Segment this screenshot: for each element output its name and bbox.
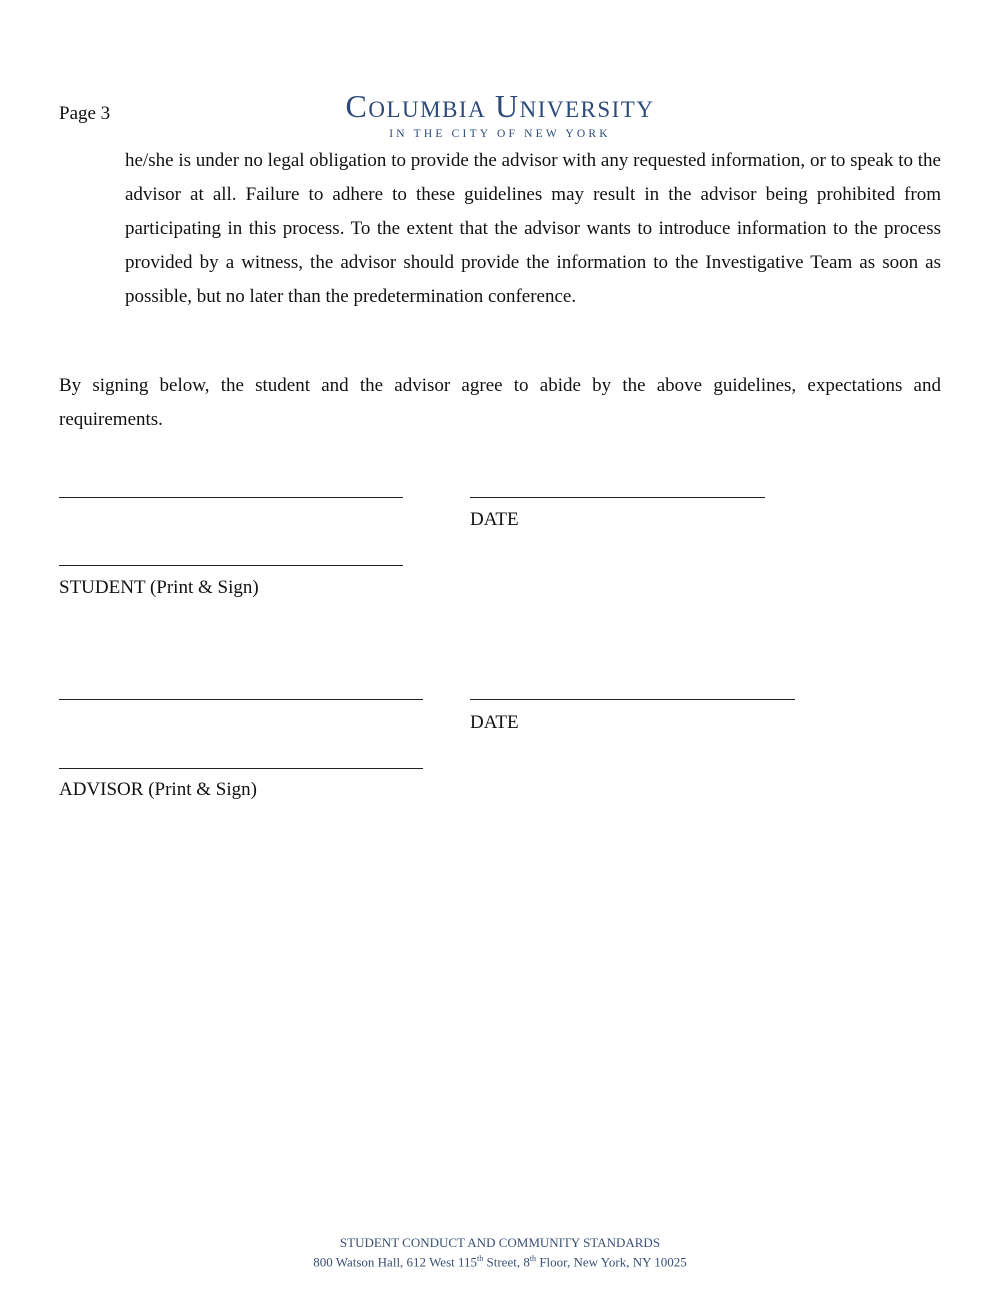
student-date-line[interactable] (470, 497, 765, 498)
student-date-label: DATE (470, 509, 519, 530)
advisor-date-label: DATE (470, 712, 519, 733)
agreement-paragraph: By signing below, the student and the advisor agree to abide by the above guidelines, expectations and requirements. (59, 375, 941, 430)
logo-wordmark: COLUMBIA UNIVERSITY (345, 88, 655, 124)
student-name-label: STUDENT (Print & Sign) (59, 577, 259, 598)
student-signature-line[interactable] (59, 497, 403, 498)
advisor-signature-line[interactable] (59, 699, 423, 700)
advisor-name-label: ADVISOR (Print & Sign) (59, 779, 257, 800)
page-number: Page 3 (59, 103, 111, 124)
continuation-paragraph: he/she is under no legal obligation to provide the advisor with any requested information, or to speak to the advisor at all. Failure to adhere to these guidelines may result in the advisor being prohibited from participating in this process. To the extent that the advisor wants to introduce information to the process provided by a witness, the advisor should provide the information to the Investigative Team as soon as possible, but no later than the predetermination conference. (125, 150, 941, 307)
footer-address: 800 Watson Hall, 612 West 115th Street, 8th Floor, New York, NY 10025 (313, 1254, 687, 1270)
advisor-name-line[interactable] (59, 768, 423, 769)
student-name-line[interactable] (59, 565, 403, 566)
page-footer (200, 1235, 800, 1270)
university-logo (300, 88, 700, 140)
logo-subtitle: IN THE CITY OF NEW YORK (389, 128, 611, 140)
footer-office-name: STUDENT CONDUCT AND COMMUNITY STANDARDS (339, 1235, 661, 1250)
advisor-date-line[interactable] (470, 699, 795, 700)
